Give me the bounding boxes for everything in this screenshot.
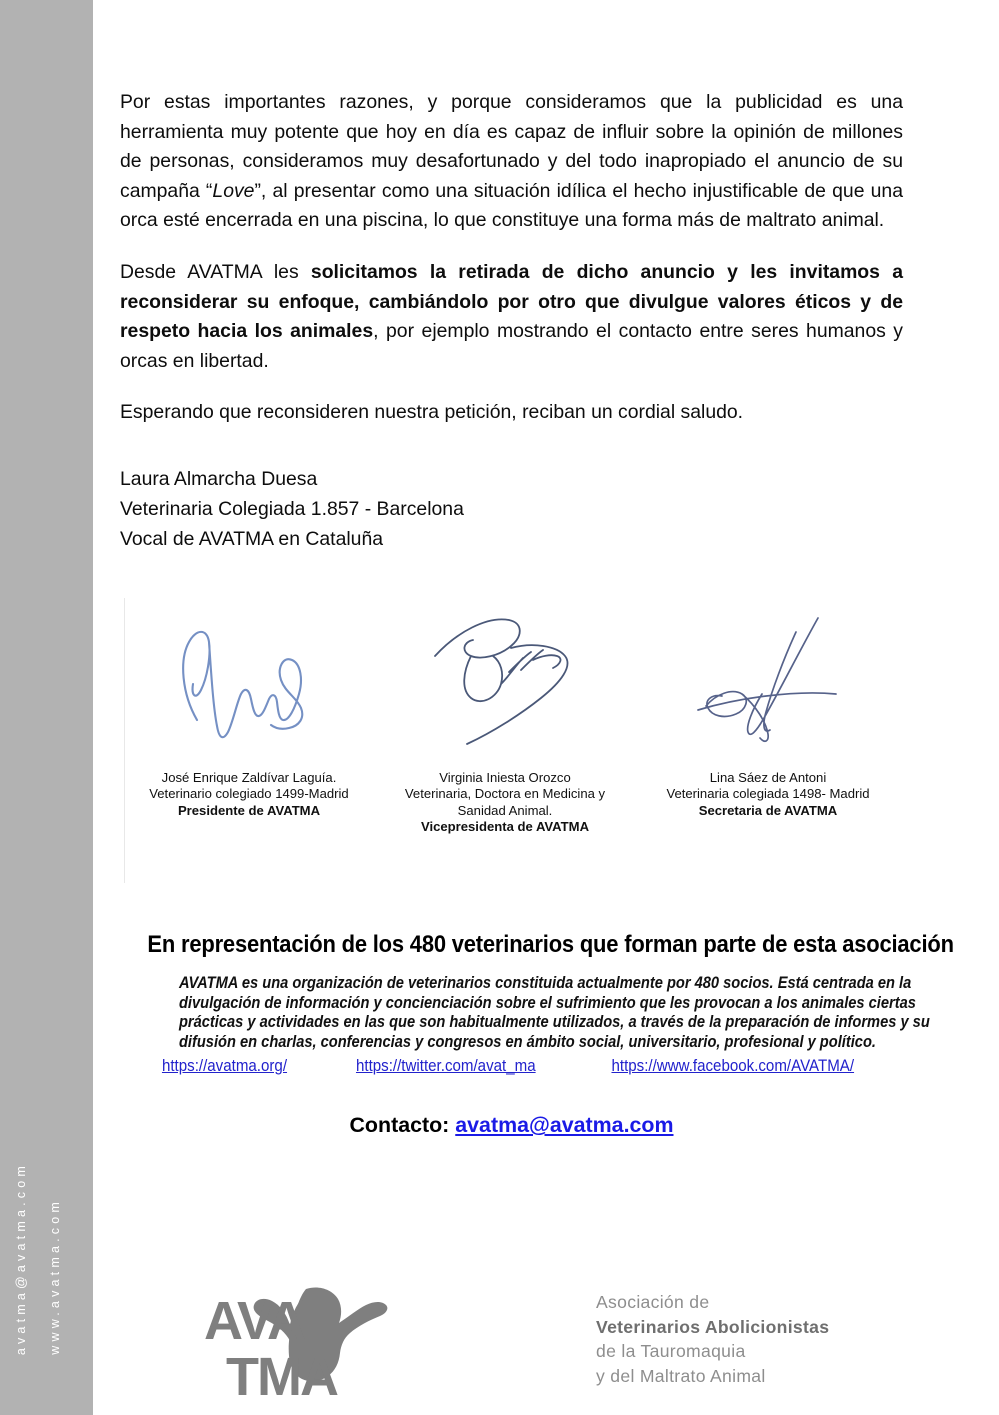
footer-org-line-2: Veterinarios Abolicionistas	[596, 1316, 830, 1337]
signature-block-secretary	[643, 598, 893, 819]
about-line-2: divulgación de información y concienciación sobre el sufrimiento que les provocan a los animales ciertas	[178, 993, 916, 1012]
signature-caption-secretary	[643, 770, 893, 819]
signature-role-secretary: Secretaria de AVATMA	[698, 802, 838, 818]
avatma-logo	[198, 1283, 398, 1403]
signature-name-vicepresident: Virginia Iniesta Orozco	[439, 769, 571, 785]
left-sidebar-band	[0, 0, 93, 1415]
signature-ink-vicepresident	[380, 598, 630, 770]
about-avatma-paragraph	[142, 973, 930, 1052]
signature-name-secretary: Lina Sáez de Antoni	[709, 769, 827, 785]
signer-identity-block	[120, 464, 903, 554]
campaign-name-italic: Love	[212, 179, 255, 202]
footer-org-line-4: y del Maltrato Animal	[596, 1365, 766, 1386]
contact-email-link[interactable]: avatma@avatma.com	[455, 1113, 674, 1138]
paragraph-1-text-part-2: ”, al presentar como una situación idílica el hecho injustificable de que una orca esté encerrada en una piscina, lo que constituye una forma más de maltrato animal.	[120, 179, 904, 232]
signature-license-secretary: Veterinaria colegiada 1498- Madrid	[666, 786, 870, 802]
contact-row	[120, 1113, 903, 1138]
letter-paragraph-1	[120, 88, 903, 236]
signature-block-president	[124, 598, 374, 819]
signature-caption-vicepresident	[380, 770, 630, 836]
about-line-1: AVATMA es una organización de veterinarios constituida actualmente por 480 socios. Está centrada en la	[178, 973, 912, 992]
signature-license-president: Veterinario colegiado 1499-Madrid	[149, 786, 349, 802]
logo-text-line-2: TMA	[226, 1347, 337, 1403]
paragraph-2-text-part-2: , por ejemplo mostrando el contacto entre seres humanos y orcas en libertad.	[120, 320, 904, 372]
logo-text-line-1: AVA	[204, 1291, 304, 1351]
signature-ink-secretary	[643, 598, 893, 770]
signature-caption-president	[124, 770, 374, 819]
footer-org-name	[596, 1290, 829, 1388]
signature-role-president: Presidente de AVATMA	[177, 802, 321, 818]
paragraph-1-text-part-1: Por estas importantes razones, y porque consideramos que la publicidad es una herramienta muy potente que hoy en día es capaz de influir sobre la opinión de millones de personas, consideramos muy desafortunado y del todo inapropiado el anuncio de su campaña “	[120, 91, 903, 202]
about-line-4: difusión en charlas, conferencias y congresos en ámbito social, universitario, profesional y político.	[178, 1032, 876, 1051]
about-line-3: prácticas y actividades en las que son habitualmente utilizados, a través de la preparación de informes y su	[178, 1013, 930, 1032]
signature-ink-president	[124, 598, 374, 770]
signature-license-line-2-vicepresident: Sanidad Animal.	[457, 802, 553, 818]
signature-block-vicepresident	[380, 598, 630, 836]
letter-content	[120, 88, 954, 1138]
sidebar-website-vertical: www.avatma.com	[48, 1198, 62, 1355]
signature-license-line-1-vicepresident: Veterinaria, Doctora en Medicina y	[404, 786, 606, 802]
contact-label: Contacto:	[349, 1113, 450, 1138]
letter-paragraph-2	[120, 258, 903, 376]
document-page	[93, 0, 999, 1415]
link-facebook[interactable]: https://www.facebook.com/AVATMA/	[611, 1056, 855, 1076]
signer-license: Veterinaria Colegiada 1.857 - Barcelona	[120, 497, 464, 520]
link-twitter[interactable]: https://twitter.com/avat_ma	[356, 1056, 537, 1076]
sidebar-email-vertical: avatma@avatma.com	[14, 1161, 28, 1355]
links-row	[120, 1055, 903, 1077]
page-footer	[93, 1275, 999, 1415]
signatures-row	[120, 598, 903, 868]
footer-org-line-1: Asociación de	[596, 1292, 710, 1312]
paragraph-2-text-part-1: Desde AVATMA les	[120, 260, 311, 283]
signature-role-vicepresident: Vicepresidenta de AVATMA	[420, 819, 590, 835]
footer-org-line-3: de la Tauromaquia	[596, 1341, 746, 1361]
signer-position: Vocal de AVATMA en Cataluña	[120, 527, 384, 550]
letter-paragraph-3: Esperando que reconsideren nuestra petición, reciban un cordial saludo.	[120, 401, 744, 424]
representation-heading: En representación de los 480 veterinarios que forman parte de esta asociación	[147, 931, 954, 958]
signature-name-president: José Enrique Zaldívar Laguía.	[161, 769, 337, 785]
paragraph-2-request-bold: solicitamos la retirada de dicho anuncio y les invitamos a reconsiderar su enfoque, cambiándolo por otro que divulgue valores éticos y de respeto hacia los animales	[120, 260, 903, 343]
signer-name: Laura Almarcha Duesa	[120, 467, 318, 490]
link-website[interactable]: https://avatma.org/	[162, 1056, 288, 1076]
